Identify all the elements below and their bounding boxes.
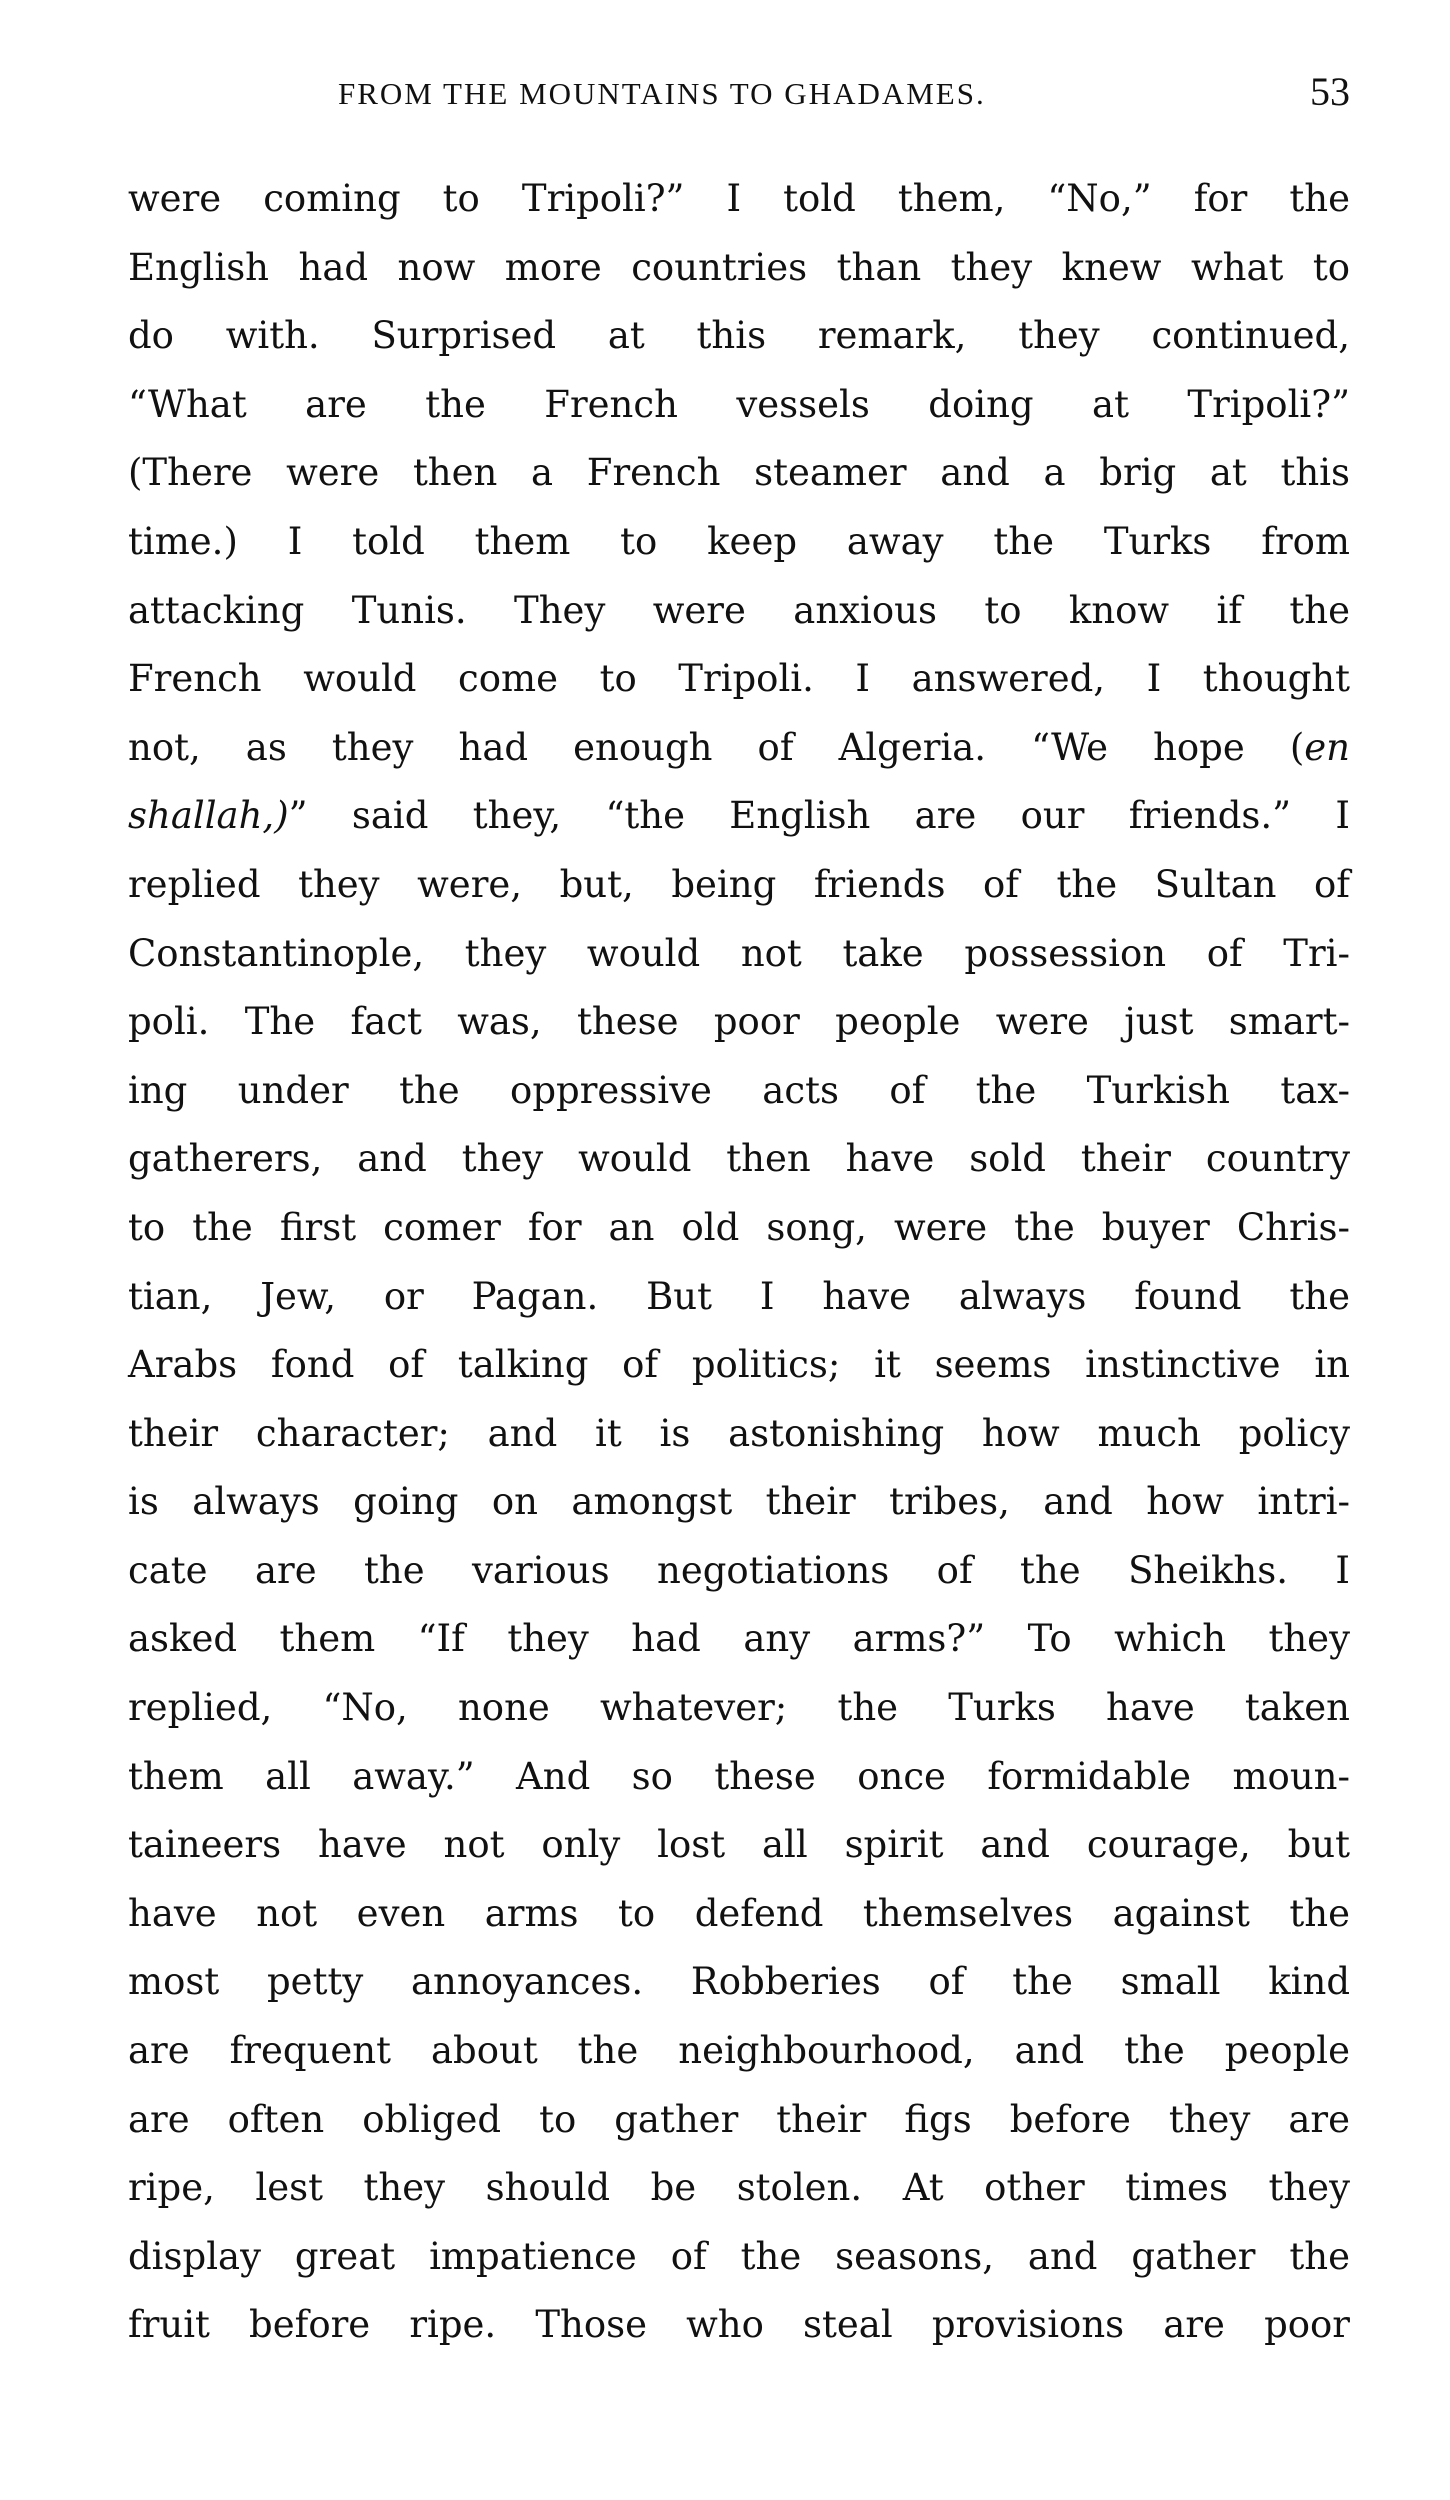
text-line: have not even arms to defend themselves against the [128,1891,1350,1935]
text-line-with-italic [128,782,1350,851]
text-line: “What are the French vessels doing at Tripoli?” [128,382,1350,426]
text-line: to the first comer for an old song, were the buyer Chris- [128,1205,1350,1249]
text-fragment: not, as they had enough of Algeria. “We hope ( [128,725,1305,769]
text-line-with-italic [128,714,1350,783]
text-line: replied, “No, none whatever; the Turks have taken [128,1686,1350,1730]
text-line: attacking Tunis. They were anxious to know if the [128,588,1350,632]
running-head-title: FROM THE MOUNTAINS TO GHADAMES. [338,76,986,111]
text-line: their character; and it is astonishing how much policy [128,1411,1350,1455]
body-text [128,165,1350,2360]
text-line: (There were then a French steamer and a brig at this [128,451,1350,495]
text-line: tian, Jew, or Pagan. But I have always found the [128,1274,1350,1318]
text-line: them all away.” And so these once formidable moun- [128,1754,1350,1798]
italic-term: en [1304,725,1350,769]
text-line: taineers have not only lost all spirit and courage, but [128,1823,1350,1867]
text-line: gatherers, and they would then have sold their country [128,1137,1350,1181]
text-line: is always going on amongst their tribes, and how intri- [128,1480,1350,1524]
text-line: were coming to Tripoli?” I told them, “No,” for the [128,177,1350,220]
text-line: ing under the oppressive acts of the Turkish tax- [128,1068,1350,1112]
text-line: Arabs fond of talking of politics; it seems instinctive in [128,1343,1350,1387]
text-line: English had now more countries than they knew what to [128,245,1350,289]
text-line: French would come to Tripoli. I answered, I thought [128,657,1350,701]
text-line: replied they were, but, being friends of the Sultan of [128,862,1350,906]
text-line: poli. The fact was, these poor people were just smart- [128,1000,1350,1044]
page-number: 53 [1310,69,1350,114]
text-line: cate are the various negotiations of the Sheikhs. I [128,1548,1350,1592]
text-line: do with. Surprised at this remark, they continued, [128,314,1350,358]
text-line: are often obliged to gather their figs before they are [128,2097,1350,2141]
text-line: display great impatience of the seasons, and gather the [128,2234,1350,2278]
text-line: are frequent about the neighbourhood, and the people [128,2029,1350,2073]
italic-term: shallah,) [128,794,289,838]
text-line: Constantinople, they would not take possession of Tri- [128,931,1350,975]
running-head [128,68,1350,118]
text-line: most petty annoyances. Robberies of the small kind [128,1960,1350,2004]
text-line: ripe, lest they should be stolen. At other times they [128,2166,1350,2210]
text-fragment: ” said they, “the English are our friends.” I [288,794,1350,838]
text-line: fruit before ripe. Those who steal provisions are poor [128,2303,1350,2347]
text-line: asked them “If they had any arms?” To which they [128,1617,1350,1661]
text-line: time.) I told them to keep away the Turks from [128,519,1350,563]
